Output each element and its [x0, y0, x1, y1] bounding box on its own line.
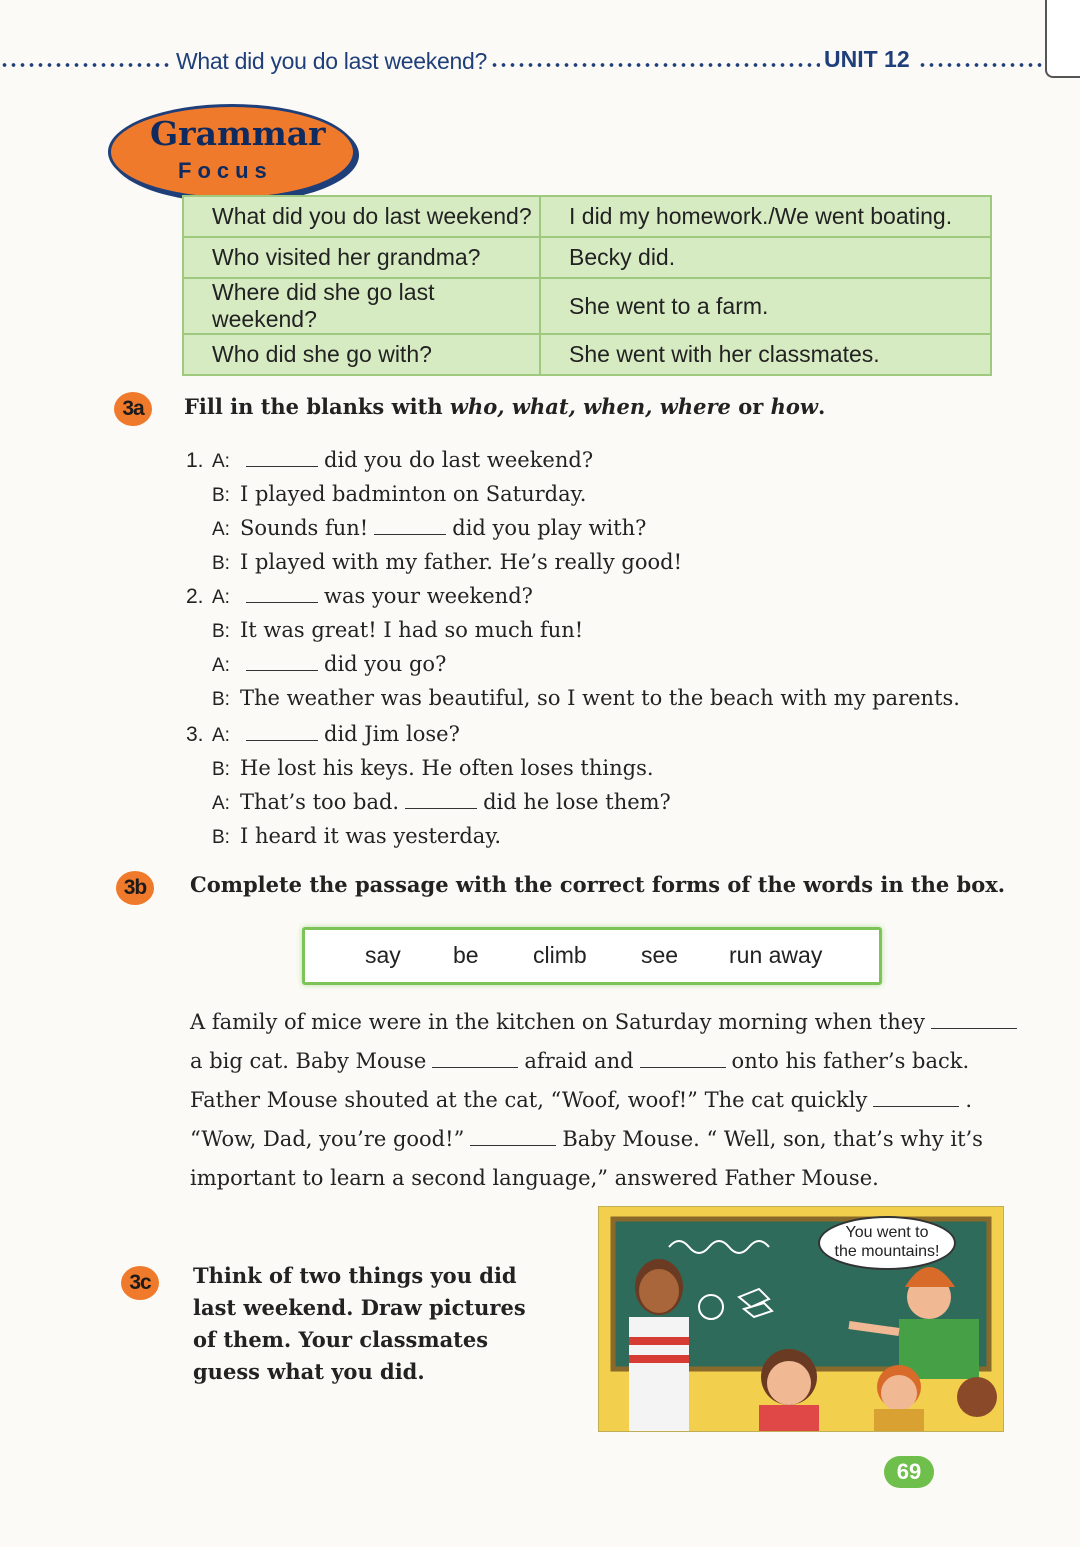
passage-line: A family of mice were in the kitchen on Saturday morning when they [190, 1010, 1023, 1034]
dialogue-line: B: He lost his keys. He often loses things. [212, 756, 654, 780]
word-box-item: be [453, 942, 479, 968]
answer-blank[interactable] [931, 1010, 1017, 1029]
section-3b-instruction: Complete the passage with the correct forms of the words in the box. [190, 872, 1006, 897]
grammar-table [182, 195, 992, 376]
answer-cell: She went to a farm. [540, 278, 991, 334]
question-cell: Who did she go with? [183, 334, 540, 375]
passage-line: “Wow, Dad, you’re good!” Baby Mouse. “ Well, son, that’s why it’s [190, 1127, 983, 1151]
dialogue-line: 1. A: did you do last weekend? [186, 448, 594, 472]
word-box [302, 927, 882, 985]
answer-cell: I did my homework./We went boating. [540, 196, 991, 237]
dialogue-line: B: I heard it was yesterday. [212, 824, 502, 848]
answer-blank[interactable] [246, 584, 318, 603]
passage-line: a big cat. Baby Mouse afraid and onto his father’s back. [190, 1049, 970, 1073]
answer-blank[interactable] [374, 516, 446, 535]
grammar-focus-subtitle: Focus [178, 158, 273, 183]
dialogue-line: B: I played badminton on Saturday. [212, 482, 587, 506]
dialogue-line: A: Sounds fun! did you play with? [212, 516, 647, 540]
grammar-focus-title: Grammar [150, 114, 326, 153]
answer-cell: She went with her classmates. [540, 334, 991, 375]
word-box-item: climb [533, 942, 587, 968]
answer-blank[interactable] [246, 722, 318, 741]
answer-blank[interactable] [246, 448, 318, 467]
dialogue-line: A: That’s too bad. did he lose them? [212, 790, 671, 814]
table-row [183, 334, 991, 375]
section-3a-instruction: Fill in the blanks with who, what, when, where or how. [184, 394, 826, 419]
running-header-title: What did you do last weekend? [176, 48, 487, 74]
dialogue-line: 3. A: did Jim lose? [186, 722, 460, 746]
section-3b-number: 3b [116, 871, 154, 905]
word-box-item: say [365, 942, 401, 968]
question-cell: Who visited her grandma? [183, 237, 540, 278]
answer-cell: Becky did. [540, 237, 991, 278]
word-box-item: see [641, 942, 679, 968]
answer-blank[interactable] [873, 1088, 959, 1107]
answer-blank[interactable] [432, 1049, 518, 1068]
section-3c-number: 3c [121, 1266, 159, 1300]
unit-label: UNIT 12 [824, 46, 910, 72]
table-row [183, 278, 991, 334]
page-number: 69 [884, 1456, 934, 1488]
table-row [183, 237, 991, 278]
passage-line: important to learn a second language,” answered Father Mouse. [190, 1166, 879, 1190]
header-dots-right [918, 63, 1046, 67]
dialogue-line: 2. A: was your weekend? [186, 584, 533, 608]
answer-blank[interactable] [405, 790, 477, 809]
dialogue-line: B: It was great! I had so much fun! [212, 618, 584, 642]
question-cell: What did you do last weekend? [183, 196, 540, 237]
dialogue-line: B: I played with my father. He’s really good! [212, 550, 683, 574]
speech-bubble: You went to the mountains! [818, 1216, 956, 1270]
header-dots-left [0, 63, 170, 67]
word-box-item: run away [729, 942, 823, 968]
answer-blank[interactable] [470, 1127, 556, 1146]
passage-line: Father Mouse shouted at the cat, “Woof, woof!” The cat quickly . [190, 1088, 973, 1112]
dialogue-line: A: did you go? [212, 652, 447, 676]
answer-blank[interactable] [246, 652, 318, 671]
question-cell: Where did she go last weekend? [183, 278, 540, 334]
header-dots-middle [490, 63, 820, 67]
dialogue-line: B: The weather was beautiful, so I went to the beach with my parents. [212, 686, 960, 710]
table-row [183, 196, 991, 237]
section-3a-number: 3a [114, 392, 152, 426]
section-3c-instruction: Think of two things you did last weekend. Draw pictures of them. Your classmates guess what you did. [193, 1263, 526, 1384]
page-edge-tab [1045, 0, 1080, 78]
answer-blank[interactable] [640, 1049, 726, 1068]
